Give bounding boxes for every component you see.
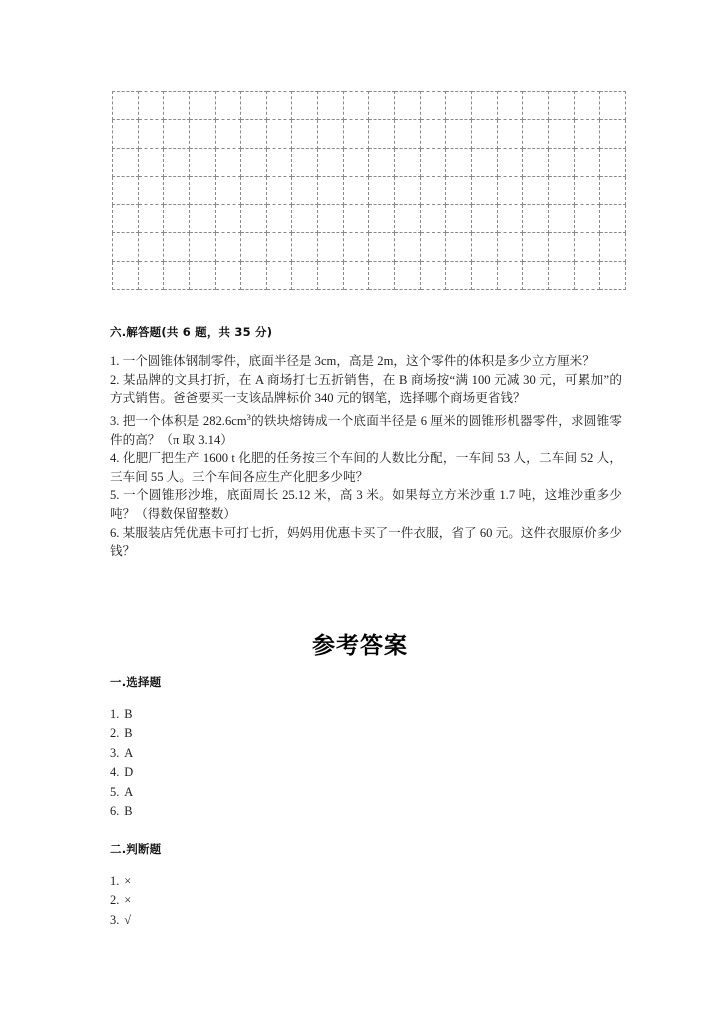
answer-grid-cell[interactable] — [266, 148, 292, 176]
answer-grid-cell[interactable] — [369, 261, 395, 289]
answer-value: B — [124, 707, 133, 721]
answer-grid-cell[interactable] — [215, 120, 241, 148]
answer-grid-cell[interactable] — [600, 233, 626, 261]
answer-grid-cell[interactable] — [548, 148, 574, 176]
question-number-1: 1. — [110, 354, 120, 368]
answer-grid-cell[interactable] — [113, 148, 139, 176]
answer-grid-cell[interactable] — [548, 176, 574, 204]
answer-grid-cell[interactable] — [318, 176, 344, 204]
answer-grid-cell[interactable] — [395, 120, 421, 148]
answer-grid-row — [113, 205, 626, 233]
question-item-4 — [110, 449, 622, 486]
question-text-4: 化肥厂把生产 1600 t 化肥的任务按三个车间的人数比分配，一车间 53 人，二车间 52 人，三车间 55 人。三个车间各应生产化肥多少吨？ — [110, 451, 622, 484]
answer-grid-cell[interactable] — [395, 233, 421, 261]
answer-grid-cell[interactable] — [600, 92, 626, 120]
answer-grid-cell[interactable] — [446, 205, 472, 233]
answer-grid-cell[interactable] — [420, 120, 446, 148]
answer-grid-cell[interactable] — [600, 205, 626, 233]
answer-row — [110, 872, 131, 891]
answer-value: × — [124, 893, 132, 908]
answer-row — [110, 911, 131, 930]
answer-grid-cell[interactable] — [138, 233, 164, 261]
answer-grid-cell[interactable] — [548, 120, 574, 148]
answer-grid-cell[interactable] — [497, 120, 523, 148]
answer-grid-cell[interactable] — [138, 205, 164, 233]
answer-grid-cell[interactable] — [446, 233, 472, 261]
solve-questions-block — [110, 352, 622, 561]
answer-grid-cell[interactable] — [113, 92, 139, 120]
question-number-2: 2. — [110, 372, 120, 387]
answer-grid-cell[interactable] — [497, 148, 523, 176]
answer-grid-cell[interactable] — [548, 261, 574, 289]
answer-grid-cell[interactable] — [395, 176, 421, 204]
answer-number: 2. — [110, 893, 120, 908]
answer-grid-cell[interactable] — [574, 148, 600, 176]
answer-grid-cell[interactable] — [369, 120, 395, 148]
question-text-3-after: 的铁块熔铸成一个底面半径是 6 厘米的圆锥形机器零件，求圆锥零件的高？（π 取 3.14） — [110, 413, 623, 447]
answer-grid-cell[interactable] — [241, 92, 267, 120]
answer-grid-cell[interactable] — [215, 205, 241, 233]
answer-grid-cell[interactable] — [600, 120, 626, 148]
answer-row — [110, 802, 133, 821]
answer-grid-cell[interactable] — [266, 92, 292, 120]
answer-row — [110, 705, 133, 724]
answer-grid-cell[interactable] — [395, 92, 421, 120]
answer-grid-body — [113, 92, 626, 290]
answer-grid-cell[interactable] — [292, 120, 318, 148]
answer-grid-cell[interactable] — [395, 261, 421, 289]
question-text-1: 一个圆锥体钢制零件，底面半径是 3cm，高是 2m，这个零件的体积是多少立方厘米？ — [122, 354, 595, 368]
answer-grid-cell[interactable] — [189, 205, 215, 233]
answer-row — [110, 744, 133, 763]
question-item-5 — [110, 486, 622, 523]
answer-grid-cell[interactable] — [318, 92, 344, 120]
answer-grid-cell[interactable] — [113, 261, 139, 289]
choice-answer-list — [110, 705, 133, 821]
answer-grid-cell[interactable] — [241, 120, 267, 148]
answer-grid-table — [112, 91, 626, 290]
question-text-5: 一个圆锥形沙堆，底面周长 25.12 米，高 3 米。如果每立方米沙重 1.7 吨，这堆沙重多少吨？（得数保留整数） — [110, 488, 623, 521]
answer-grid-row — [113, 176, 626, 204]
answer-grid-cell[interactable] — [241, 176, 267, 204]
answer-grid-cell[interactable] — [189, 261, 215, 289]
answer-grid-cell[interactable] — [138, 261, 164, 289]
answer-grid-cell[interactable] — [600, 148, 626, 176]
answer-grid-cell[interactable] — [164, 148, 190, 176]
answer-grid-row — [113, 261, 626, 289]
answer-grid-cell[interactable] — [343, 233, 369, 261]
answer-grid-cell[interactable] — [600, 261, 626, 289]
question-item-6 — [110, 524, 622, 561]
answer-grid-cell[interactable] — [292, 148, 318, 176]
answer-grid-cell[interactable] — [318, 205, 344, 233]
answer-row — [110, 763, 133, 782]
answer-grid-cell[interactable] — [318, 261, 344, 289]
answer-grid-cell[interactable] — [574, 233, 600, 261]
answer-grid-cell[interactable] — [318, 148, 344, 176]
answer-grid-cell[interactable] — [189, 148, 215, 176]
answer-grid-cell[interactable] — [497, 205, 523, 233]
section-heading-solve: 六.解答题(共 6 题，共 35 分) — [110, 325, 273, 339]
answer-grid-cell[interactable] — [523, 233, 549, 261]
answer-grid-cell[interactable] — [574, 92, 600, 120]
question-item-1 — [110, 352, 622, 371]
answer-grid-cell[interactable] — [292, 176, 318, 204]
answer-grid-cell[interactable] — [548, 205, 574, 233]
answer-number: 1. — [110, 707, 120, 721]
answer-grid-cell[interactable] — [292, 205, 318, 233]
answer-number: 6. — [110, 804, 120, 819]
answer-grid-cell[interactable] — [189, 92, 215, 120]
section-heading-judge: 二.判断题 — [110, 842, 162, 856]
answer-grid-cell[interactable] — [523, 261, 549, 289]
answer-grid-row — [113, 233, 626, 261]
answer-grid-cell[interactable] — [189, 120, 215, 148]
answer-grid-cell[interactable] — [164, 261, 190, 289]
answer-grid-cell[interactable] — [471, 148, 497, 176]
question-text-3-before: 把一个体积是 282.6cm — [122, 413, 247, 428]
answer-grid-cell[interactable] — [395, 205, 421, 233]
blank-answer-grid — [112, 91, 626, 290]
answer-grid-cell[interactable] — [189, 176, 215, 204]
answer-grid-cell[interactable] — [600, 176, 626, 204]
answer-grid-cell[interactable] — [343, 92, 369, 120]
answer-grid-cell[interactable] — [446, 148, 472, 176]
answer-grid-cell[interactable] — [164, 92, 190, 120]
answer-row — [110, 891, 131, 910]
answer-grid-cell[interactable] — [113, 176, 139, 204]
answer-grid-cell[interactable] — [574, 261, 600, 289]
answer-grid-cell[interactable] — [420, 205, 446, 233]
answer-grid-cell[interactable] — [241, 233, 267, 261]
answer-grid-cell[interactable] — [497, 92, 523, 120]
answer-grid-cell[interactable] — [138, 148, 164, 176]
answer-grid-cell[interactable] — [420, 92, 446, 120]
answer-grid-cell[interactable] — [446, 120, 472, 148]
answer-grid-cell[interactable] — [548, 92, 574, 120]
answer-grid-cell[interactable] — [497, 261, 523, 289]
answer-grid-cell[interactable] — [574, 176, 600, 204]
answer-number: 1. — [110, 874, 120, 888]
question-number-3: 3. — [110, 413, 120, 428]
answer-grid-cell[interactable] — [369, 233, 395, 261]
answer-grid-cell[interactable] — [266, 261, 292, 289]
answer-grid-cell[interactable] — [164, 176, 190, 204]
answer-grid-cell[interactable] — [292, 92, 318, 120]
answer-grid-cell[interactable] — [574, 120, 600, 148]
answer-grid-cell[interactable] — [215, 176, 241, 204]
answer-grid-cell[interactable] — [266, 176, 292, 204]
answer-grid-cell[interactable] — [523, 176, 549, 204]
answer-grid-cell[interactable] — [266, 233, 292, 261]
answer-grid-cell[interactable] — [266, 120, 292, 148]
answer-grid-cell[interactable] — [215, 233, 241, 261]
answer-grid-cell[interactable] — [241, 261, 267, 289]
answer-grid-cell[interactable] — [343, 120, 369, 148]
answer-value: B — [124, 804, 133, 819]
answer-grid-cell[interactable] — [420, 176, 446, 204]
answer-number: 2. — [110, 726, 120, 741]
answer-number: 4. — [110, 765, 120, 780]
answer-grid-cell[interactable] — [471, 176, 497, 204]
answer-grid-cell[interactable] — [523, 92, 549, 120]
answer-value: × — [124, 874, 132, 888]
answer-grid-cell[interactable] — [523, 148, 549, 176]
answer-grid-cell[interactable] — [138, 92, 164, 120]
answer-grid-cell[interactable] — [471, 120, 497, 148]
question-item-2 — [110, 371, 622, 408]
answer-grid-cell[interactable] — [446, 261, 472, 289]
question-number-6: 6. — [110, 525, 120, 540]
answer-grid-cell[interactable] — [420, 233, 446, 261]
answer-grid-cell[interactable] — [164, 233, 190, 261]
answer-grid-cell[interactable] — [113, 120, 139, 148]
answer-grid-row — [113, 92, 626, 120]
answer-grid-cell[interactable] — [164, 205, 190, 233]
answer-grid-cell[interactable] — [241, 205, 267, 233]
answer-grid-cell[interactable] — [369, 92, 395, 120]
answer-grid-cell[interactable] — [523, 205, 549, 233]
answer-grid-cell[interactable] — [215, 92, 241, 120]
answer-grid-cell[interactable] — [292, 233, 318, 261]
answer-value: √ — [124, 912, 132, 927]
answer-grid-cell[interactable] — [471, 233, 497, 261]
answer-grid-cell[interactable] — [471, 261, 497, 289]
answer-grid-cell[interactable] — [343, 148, 369, 176]
answer-grid-cell[interactable] — [497, 176, 523, 204]
answer-grid-cell[interactable] — [446, 92, 472, 120]
answer-value: A — [124, 784, 134, 799]
answer-row — [110, 724, 133, 743]
answer-grid-cell[interactable] — [318, 233, 344, 261]
answer-grid-cell[interactable] — [318, 120, 344, 148]
answer-number: 3. — [110, 745, 120, 760]
question-number-4: 4. — [110, 451, 120, 466]
answer-grid-cell[interactable] — [471, 92, 497, 120]
answer-grid-cell[interactable] — [446, 176, 472, 204]
answer-value: D — [124, 765, 134, 780]
answer-grid-cell[interactable] — [471, 205, 497, 233]
answer-grid-cell[interactable] — [266, 205, 292, 233]
answer-grid-cell[interactable] — [548, 233, 574, 261]
answer-grid-cell[interactable] — [215, 261, 241, 289]
section-heading-choice: 一.选择题 — [110, 675, 162, 689]
question-text-6: 某服装店凭优惠卡可打七折，妈妈用优惠卡买了一件衣服，省了 60 元。这件衣服原价多少钱？ — [110, 525, 622, 559]
answer-grid-cell[interactable] — [189, 233, 215, 261]
answer-grid-cell[interactable] — [164, 120, 190, 148]
answer-grid-cell[interactable] — [420, 261, 446, 289]
answer-grid-cell[interactable] — [343, 176, 369, 204]
question-number-5: 5. — [110, 488, 120, 503]
answer-grid-cell[interactable] — [215, 148, 241, 176]
answer-grid-cell[interactable] — [292, 261, 318, 289]
answer-grid-cell[interactable] — [395, 148, 421, 176]
answer-row — [110, 783, 133, 802]
answer-grid-cell[interactable] — [343, 205, 369, 233]
answer-value: B — [124, 726, 133, 741]
answer-key-title: 参考答案 — [312, 633, 408, 659]
answer-grid-cell[interactable] — [369, 205, 395, 233]
judge-answer-list — [110, 872, 131, 930]
answer-grid-cell[interactable] — [497, 233, 523, 261]
answer-grid-cell[interactable] — [138, 120, 164, 148]
answer-grid-cell[interactable] — [138, 176, 164, 204]
answer-value: A — [124, 745, 134, 760]
answer-grid-cell[interactable] — [369, 176, 395, 204]
answer-grid-cell[interactable] — [343, 261, 369, 289]
answer-grid-cell[interactable] — [113, 205, 139, 233]
answer-grid-cell[interactable] — [574, 205, 600, 233]
answer-grid-cell[interactable] — [241, 148, 267, 176]
answer-grid-row — [113, 148, 626, 176]
answer-number: 3. — [110, 912, 120, 927]
answer-grid-cell[interactable] — [369, 148, 395, 176]
answer-number: 5. — [110, 784, 120, 799]
question-text-2: 某品牌的文具打折，在 A 商场打七五折销售，在 B 商场按“满 100 元减 30 元，可累加”的方式销售。爸爸要买一支该品牌标价 340 元的钢笔，选择哪个商场更省钱？ — [110, 372, 622, 406]
answer-grid-row — [113, 120, 626, 148]
question-3-superscript: 3 — [246, 411, 251, 422]
answer-grid-cell[interactable] — [113, 233, 139, 261]
answer-grid-cell[interactable] — [420, 148, 446, 176]
question-item-3 — [110, 408, 622, 449]
answer-grid-cell[interactable] — [523, 120, 549, 148]
